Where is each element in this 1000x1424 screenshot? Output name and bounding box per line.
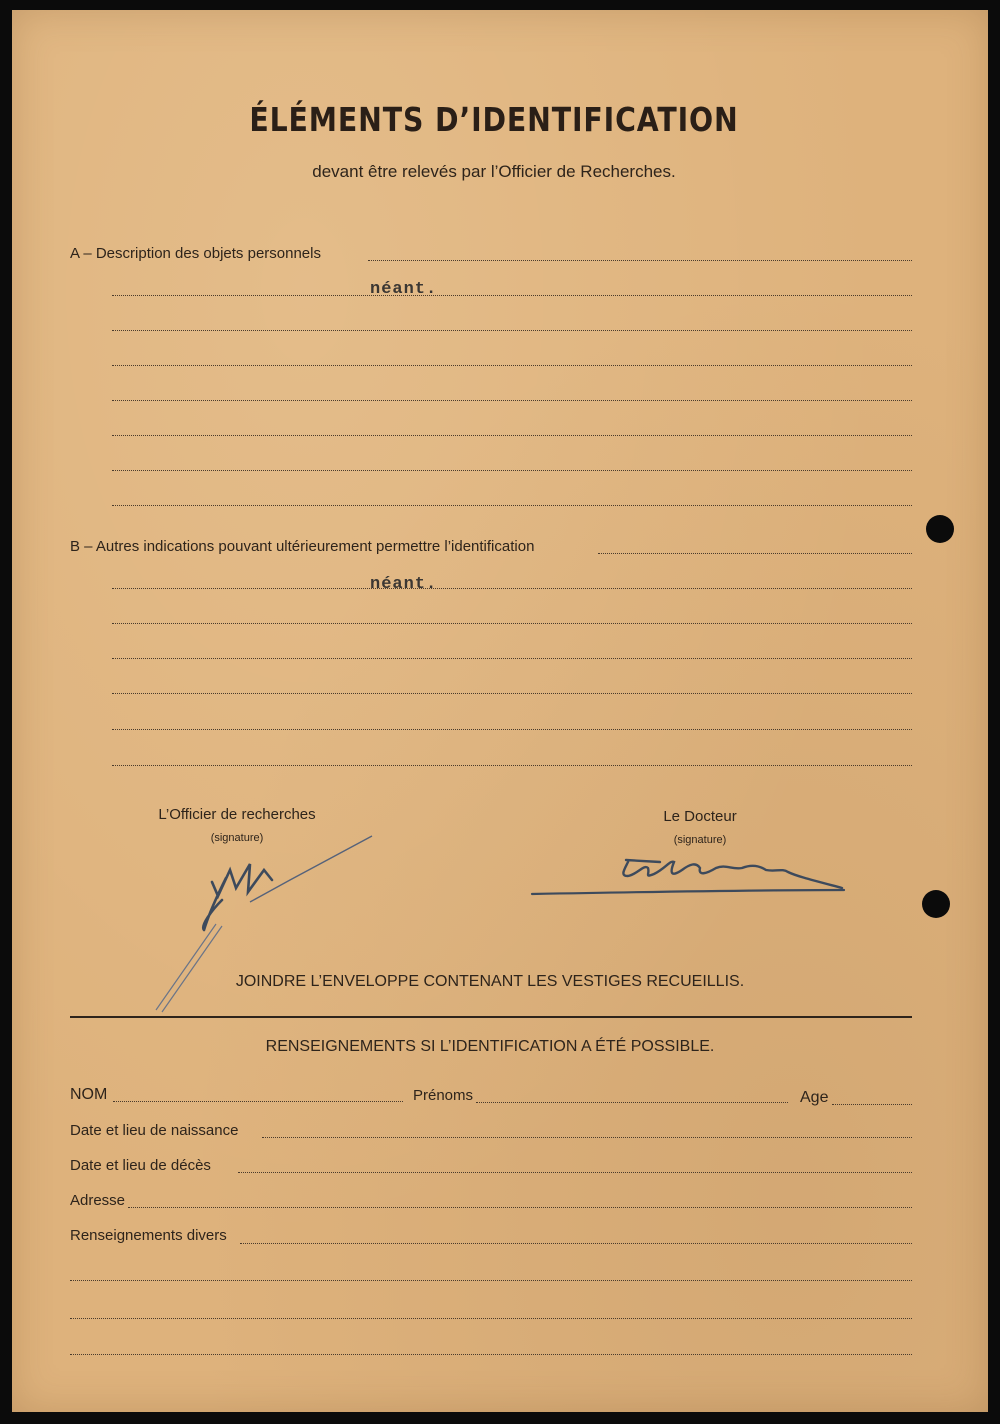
punch-hole-lower	[922, 890, 950, 918]
section-b-line-4[interactable]	[112, 658, 912, 659]
doctor-title: Le Docteur	[663, 808, 737, 825]
prenoms-field[interactable]	[476, 1102, 788, 1103]
birth-field[interactable]	[262, 1137, 912, 1138]
doctor-signature	[520, 846, 850, 906]
nom-label: NOM	[70, 1086, 108, 1103]
death-label: Date et lieu de décès	[70, 1157, 211, 1174]
page-subtitle: devant être relevés par l’Officier de Recherches.	[312, 162, 676, 181]
death-field[interactable]	[238, 1172, 912, 1173]
prenoms-label: Prénoms	[413, 1087, 474, 1104]
section-b-line-5[interactable]	[112, 693, 912, 694]
section-a-label: A – Description des objets personnels	[70, 245, 321, 262]
section-a-line-8[interactable]	[112, 505, 912, 506]
envelope-instruction: JOINDRE L’ENVELOPPE CONTENANT LES VESTIGES RECUEILLIS.	[235, 973, 745, 990]
section-b-label: B – Autres indications pouvant ultérieurement permettre l’identification	[70, 538, 535, 555]
misc-field-line-3[interactable]	[70, 1318, 912, 1319]
section-a-line-5[interactable]	[112, 400, 912, 401]
page-title: ÉLÉMENTS D’IDENTIFICATION	[249, 100, 739, 139]
officer-signature	[140, 830, 390, 1020]
misc-field-line-2[interactable]	[70, 1280, 912, 1281]
section-b-line-6[interactable]	[112, 729, 912, 730]
officer-signature-note: (signature)	[210, 832, 264, 844]
address-field[interactable]	[128, 1207, 912, 1208]
section-b-typed-value: néant.	[370, 575, 438, 594]
section-a-typed-value: néant.	[370, 280, 438, 299]
section-b-line-1[interactable]	[598, 553, 912, 554]
document-sheet	[12, 10, 988, 1412]
identification-heading: RENSEIGNEMENTS SI L’IDENTIFICATION A ÉTÉ POSSIBLE.	[265, 1038, 715, 1055]
section-b-line-2[interactable]	[112, 588, 912, 589]
section-b-line-3[interactable]	[112, 623, 912, 624]
section-a-line-4[interactable]	[112, 365, 912, 366]
nom-field[interactable]	[113, 1101, 403, 1102]
misc-field-line-1[interactable]	[240, 1243, 912, 1244]
section-a-line-6[interactable]	[112, 435, 912, 436]
doctor-signature-note: (signature)	[673, 834, 727, 846]
section-a-line-3[interactable]	[112, 330, 912, 331]
section-a-line-2[interactable]	[112, 295, 912, 296]
birth-label: Date et lieu de naissance	[70, 1122, 239, 1139]
officer-title: L’Officier de recherches	[158, 806, 316, 823]
punch-hole-upper	[926, 515, 954, 543]
age-label: Age	[800, 1089, 829, 1106]
section-a-line-1[interactable]	[368, 260, 912, 261]
misc-label: Renseignements divers	[70, 1227, 227, 1244]
section-divider	[70, 1016, 912, 1018]
age-field[interactable]	[832, 1104, 912, 1105]
address-label: Adresse	[70, 1192, 126, 1209]
section-a-line-7[interactable]	[112, 470, 912, 471]
misc-field-line-4[interactable]	[70, 1354, 912, 1355]
section-b-line-7[interactable]	[112, 765, 912, 766]
